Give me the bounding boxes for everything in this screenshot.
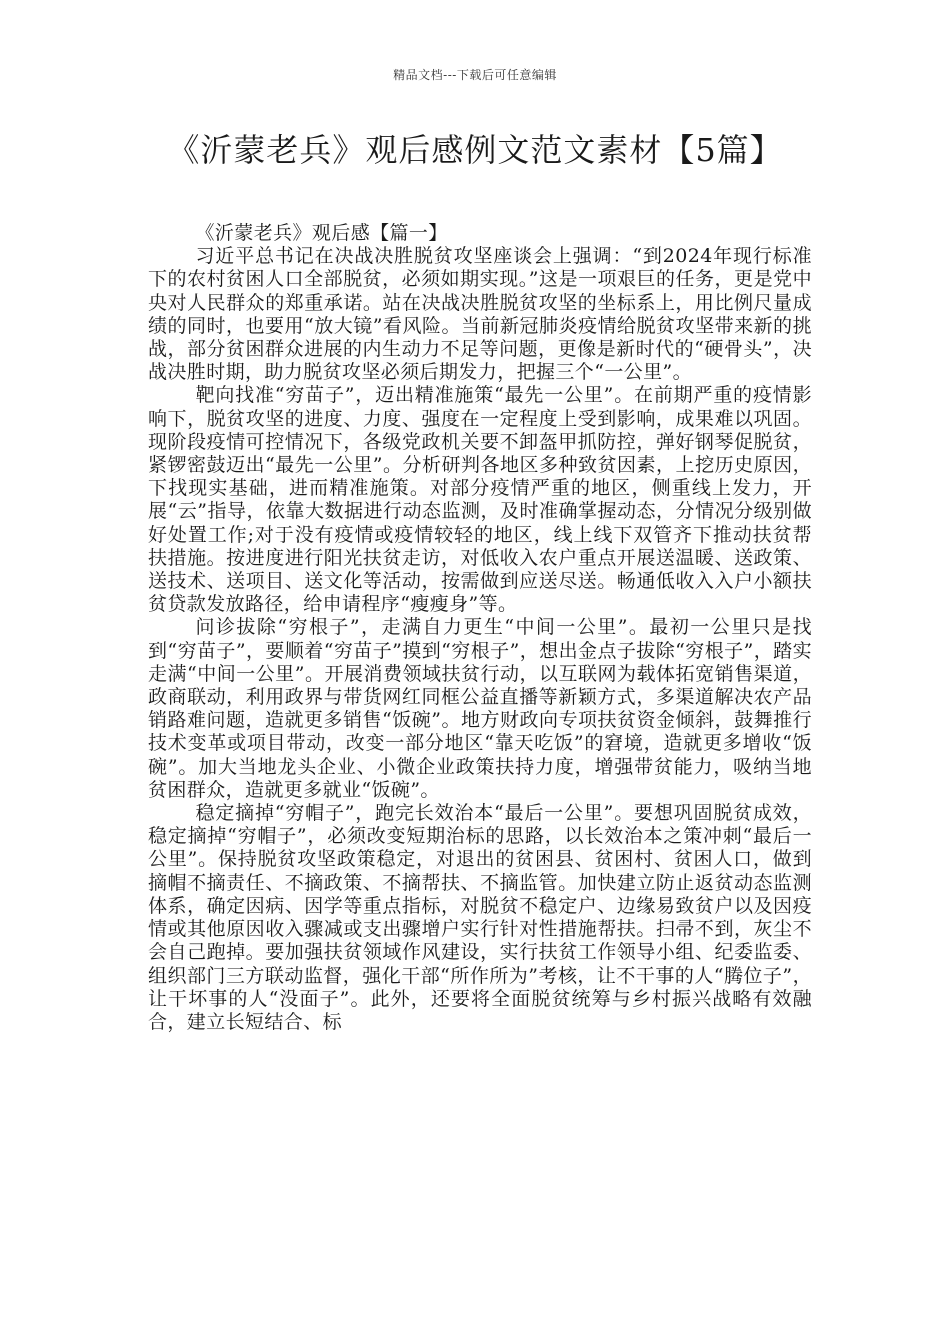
document-title: 《沂蒙老兵》观后感例文范文素材【5篇】 [167,131,783,169]
body-paragraph: 稳定摘掉“穷帽子”，跑完长效治本“最后一公里”。要想巩固脱贫成效，稳定摘掉“穷帽子”，必须改变短期治标的思路，以长效治本之策冲刺“最后一公里”。保持脱贫攻坚政策稳定，对退出的贫困县、贫困村、贫困人口，做到摘帽不摘责任、不摘政策、不摘帮扶、不摘监管。加快建立防止返贫动态监测体系，确定因病、因学等重点指标，对脱贫不稳定户、边缘易致贫户以及因疫情或其他原因收入骤减或支出骤增户实行针对性措施帮扶。扫帚不到，灰尘不会自己跑掉。要加强扶贫领域作风建设，实行扶贫工作领导小组、纪委监委、组织部门三方联动监督，强化干部“所作所为”考核，让不干事的人“腾位子”，让干坏事的人“没面子”。此外，还要将全面脱贫统筹与乡村振兴战略有效融合，建立长短结合、标 [148,802,812,1033]
body-paragraph: 习近平总书记在决战决胜脱贫攻坚座谈会上强调：“到2024年现行标准下的农村贫困人口全部脱贫，必须如期实现。”这是一项艰巨的任务，更是党中央对人民群众的郑重承诺。站在决战决胜脱贫攻坚的坐标系上，用比例尺量成绩的同时，也要用“放大镜”看风险。当前新冠肺炎疫情给脱贫攻坚带来新的挑战，部分贫困群众进展的内生动力不足等问题，更像是新时代的“硬骨头”，决战决胜时期，助力脱贫攻坚必须后期发力，把握三个“一公里”。 [148,245,812,384]
page-header: 精品文档---下载后可任意编辑 [393,68,557,82]
body-paragraph: 靶向找准“穷苗子”，迈出精准施策“最先一公里”。在前期严重的疫情影响下，脱贫攻坚的进度、力度、强度在一定程度上受到影响，成果难以巩固。现阶段疫情可控情况下，各级党政机关要不卸盔甲抓防控，弹好钢琴促脱贫，紧锣密鼓迈出“最先一公里”。分析研判各地区多种致贫因素，上挖历史原因，下找现实基础，进而精准施策。对部分疫情严重的地区，侧重线上发力，开展“云”指导，依靠大数据进行动态监测，及时准确掌握动态，分情况分级别做好处置工作;对于没有疫情或疫情较轻的地区，线上线下双管齐下推动扶贫帮扶措施。按进度进行阳光扶贫走访，对低收入农户重点开展送温暖、送政策、送技术、送项目、送文化等活动，按需做到应送尽送。畅通低收入入户小额扶贫贷款发放路径，给申请程序“瘦瘦身”等。 [148,384,812,616]
section-heading: 《沂蒙老兵》观后感【篇一】 [195,222,448,244]
document-body [148,222,812,1034]
body-paragraph: 问诊拔除“穷根子”，走满自力更生“中间一公里”。最初一公里只是找到“穷苗子”，要顺着“穷苗子”摸到“穷根子”，想出金点子拔除“穷根子”，踏实走满“中间一公里”。开展消费领域扶贫行动，以互联网为载体拓宽销售渠道，政商联动，利用政界与带货网红同框公益直播等新颖方式，多渠道解决农产品销路难问题，造就更多销售“饭碗”。地方财政向专项扶贫资金倾斜，鼓舞推行技术变革或项目带动，改变一部分地区“靠天吃饭”的窘境，造就更多增收“饭碗”。加大当地龙头企业、小微企业政策扶持力度，增强带贫能力，吸纳当地贫困群众，造就更多就业“饭碗”。 [148,616,812,801]
